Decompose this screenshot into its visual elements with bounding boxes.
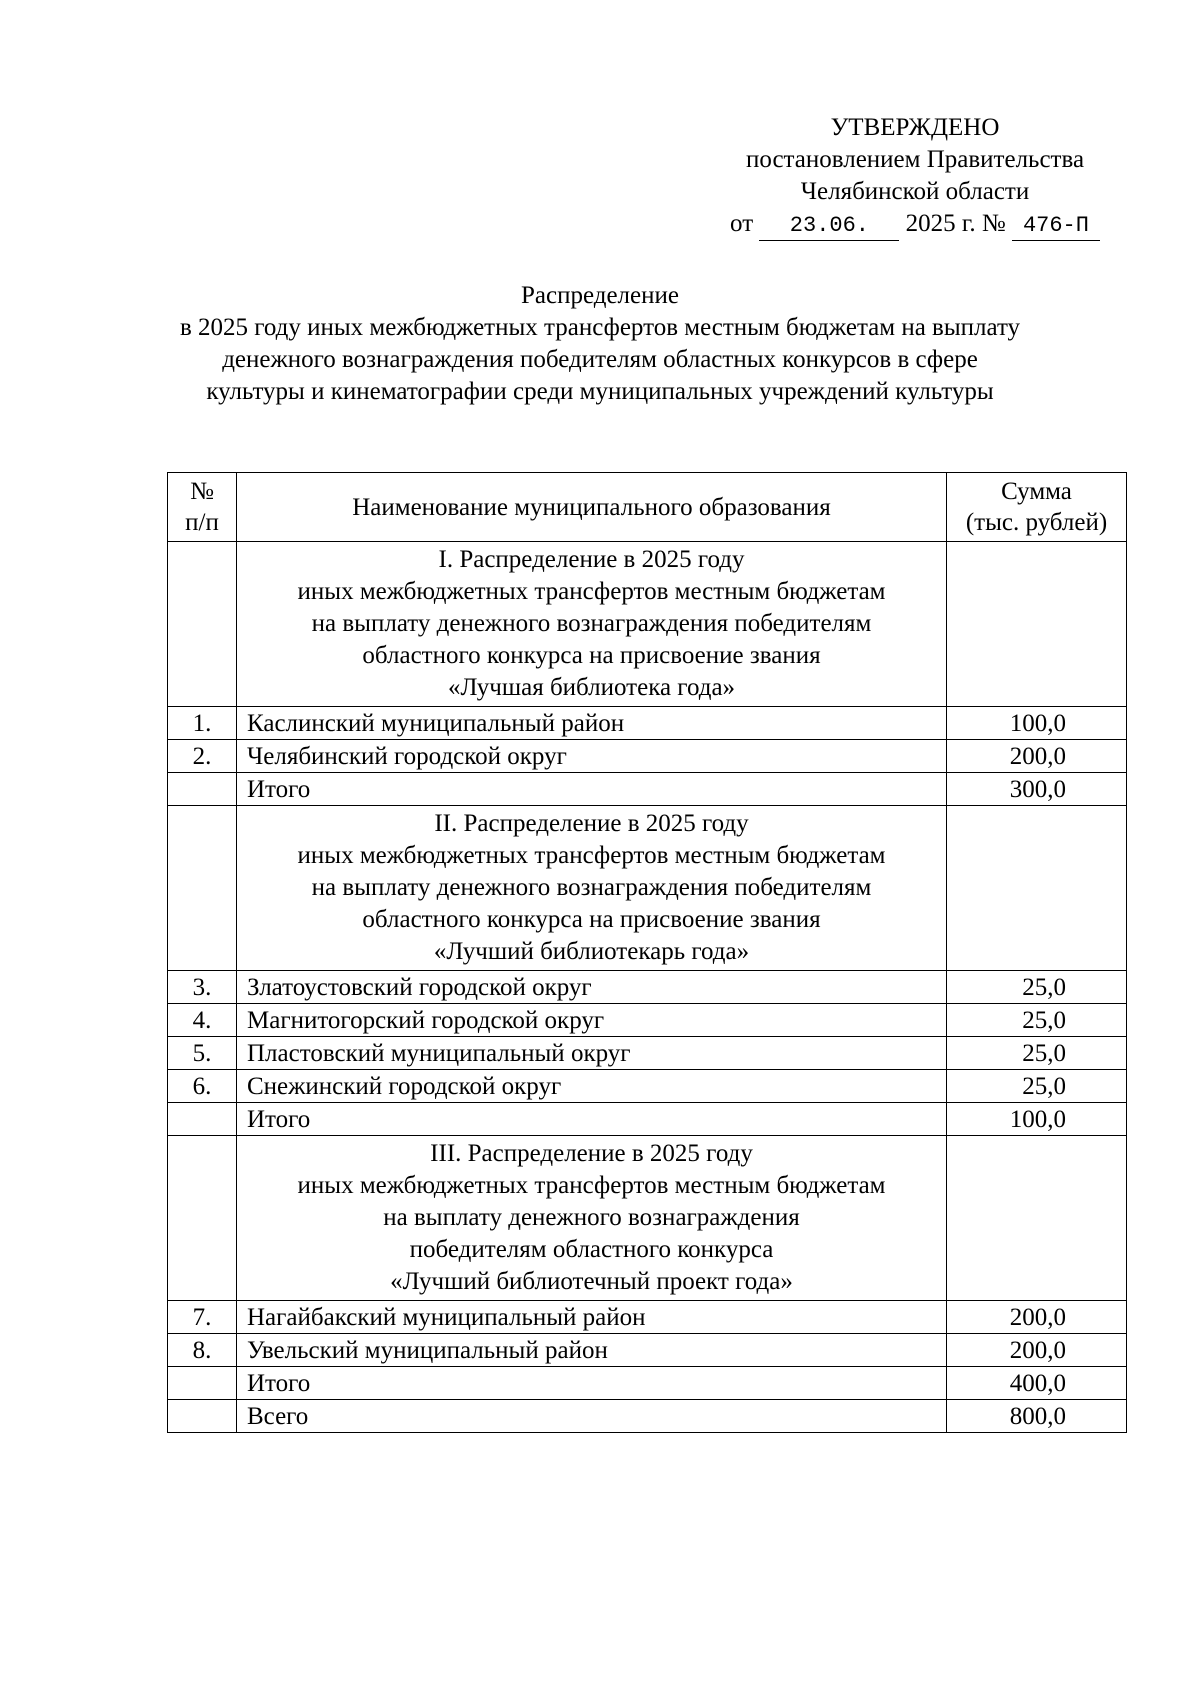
header-num	[168, 473, 237, 542]
row-name: Нагайбакский муниципальный район	[237, 1301, 947, 1334]
section-title-line: на выплату денежного вознаграждения победителям	[311, 874, 872, 901]
subtotal-label: Итого	[237, 1367, 947, 1400]
subtotal-label: Итого	[237, 1103, 947, 1136]
row-num: 6.	[168, 1070, 237, 1103]
approval-line-2: Челябинской области	[800, 178, 1030, 205]
row-num: 4.	[168, 1004, 237, 1037]
table-row	[168, 1070, 1127, 1103]
row-name: Магнитогорский городской округ	[237, 1004, 947, 1037]
row-sum: 25,0	[947, 1037, 1127, 1070]
title-line-4: культуры и кинематографии среди муниципальных учреждений культуры	[206, 378, 994, 405]
row-name: Каслинский муниципальный район	[237, 707, 947, 740]
row-sum: 25,0	[947, 1070, 1127, 1103]
grand-total-sum: 800,0	[947, 1400, 1127, 1433]
document-title	[150, 280, 1050, 408]
approval-year: 2025 г. №	[905, 210, 1006, 237]
row-sum: 25,0	[947, 971, 1127, 1004]
subtotal-label: Итого	[237, 773, 947, 806]
header-name: Наименование муниципального образования	[237, 473, 947, 542]
row-num: 5.	[168, 1037, 237, 1070]
approval-date-line	[690, 208, 1140, 241]
table-row	[168, 971, 1127, 1004]
row-num: 2.	[168, 740, 237, 773]
header-num-line-1: №	[190, 478, 214, 505]
section-title-line: иных межбюджетных трансфертов местным бюджетам	[297, 1172, 886, 1199]
row-name: Пластовский муниципальный округ	[237, 1037, 947, 1070]
section-title-line: победителям областного конкурса	[409, 1236, 774, 1263]
section-sum-empty	[947, 542, 1127, 707]
table-row	[168, 1037, 1127, 1070]
header-num-line-2: п/п	[185, 509, 219, 536]
table-header-row	[168, 473, 1127, 542]
title-line-1: Распределение	[521, 282, 679, 309]
table-row	[168, 1301, 1127, 1334]
section-title-line: I. Распределение в 2025 году	[438, 546, 745, 573]
section-title	[237, 1136, 947, 1301]
section-title-line: на выплату денежного вознаграждения	[383, 1204, 800, 1231]
subtotal-sum: 400,0	[947, 1367, 1127, 1400]
approval-number: 476-П	[1012, 212, 1100, 241]
approval-date: 23.06.	[759, 212, 899, 241]
section-title-line: «Лучший библиотечный проект года»	[390, 1268, 793, 1295]
section-sum-empty	[947, 1136, 1127, 1301]
approval-from-prefix: от	[730, 210, 754, 237]
section-title-line: «Лучшая библиотека года»	[447, 674, 736, 701]
row-num: 7.	[168, 1301, 237, 1334]
approval-block	[690, 112, 1140, 241]
section-title-line: областного конкурса на присвоение звания	[362, 906, 821, 933]
section-title-line: иных межбюджетных трансфертов местным бюджетам	[297, 578, 886, 605]
subtotal-row	[168, 773, 1127, 806]
section-title-row	[168, 542, 1127, 707]
row-name: Златоустовский городской округ	[237, 971, 947, 1004]
grand-total-label: Всего	[237, 1400, 947, 1433]
section-title-line: на выплату денежного вознаграждения победителям	[311, 610, 872, 637]
section-sum-empty	[947, 806, 1127, 971]
row-name: Увельский муниципальный район	[237, 1334, 947, 1367]
title-line-3: денежного вознаграждения победителям областных конкурсов в сфере	[222, 346, 978, 373]
row-sum: 200,0	[947, 1334, 1127, 1367]
row-sum: 25,0	[947, 1004, 1127, 1037]
section-title-line: II. Распределение в 2025 году	[434, 810, 749, 837]
row-num-empty	[168, 1103, 237, 1136]
subtotal-row	[168, 1367, 1127, 1400]
subtotal-sum: 300,0	[947, 773, 1127, 806]
section-title-line: иных межбюджетных трансфертов местным бюджетам	[297, 842, 886, 869]
approval-line-1: постановлением Правительства	[745, 146, 1085, 173]
header-sum-line-1: Сумма	[1001, 478, 1072, 505]
section-title-line: III. Распределение в 2025 году	[430, 1140, 753, 1167]
table-row	[168, 1334, 1127, 1367]
header-sum	[947, 473, 1127, 542]
row-name: Снежинский городской округ	[237, 1070, 947, 1103]
section-num-empty	[168, 1136, 237, 1301]
section-title	[237, 806, 947, 971]
row-num: 8.	[168, 1334, 237, 1367]
subtotal-sum: 100,0	[947, 1103, 1127, 1136]
row-num: 1.	[168, 707, 237, 740]
header-sum-line-2: (тыс. рублей)	[965, 509, 1108, 536]
title-line-2: в 2025 году иных межбюджетных трансфертов местным бюджетам на выплату	[179, 314, 1021, 341]
row-sum: 200,0	[947, 740, 1127, 773]
section-num-empty	[168, 806, 237, 971]
grand-total-row	[168, 1400, 1127, 1433]
row-name: Челябинский городской округ	[237, 740, 947, 773]
section-title-line: «Лучший библиотекарь года»	[433, 938, 750, 965]
table-row	[168, 740, 1127, 773]
subtotal-row	[168, 1103, 1127, 1136]
row-num: 3.	[168, 971, 237, 1004]
row-sum: 100,0	[947, 707, 1127, 740]
section-title-row	[168, 1136, 1127, 1301]
table-row	[168, 1004, 1127, 1037]
section-num-empty	[168, 542, 237, 707]
distribution-table	[167, 472, 1127, 1433]
section-title-line: областного конкурса на присвоение звания	[362, 642, 821, 669]
row-sum: 200,0	[947, 1301, 1127, 1334]
approval-heading: УТВЕРЖДЕНО	[830, 114, 1000, 141]
table-row	[168, 707, 1127, 740]
section-title-row	[168, 806, 1127, 971]
row-num-empty	[168, 1400, 237, 1433]
section-title	[237, 542, 947, 707]
row-num-empty	[168, 773, 237, 806]
row-num-empty	[168, 1367, 237, 1400]
